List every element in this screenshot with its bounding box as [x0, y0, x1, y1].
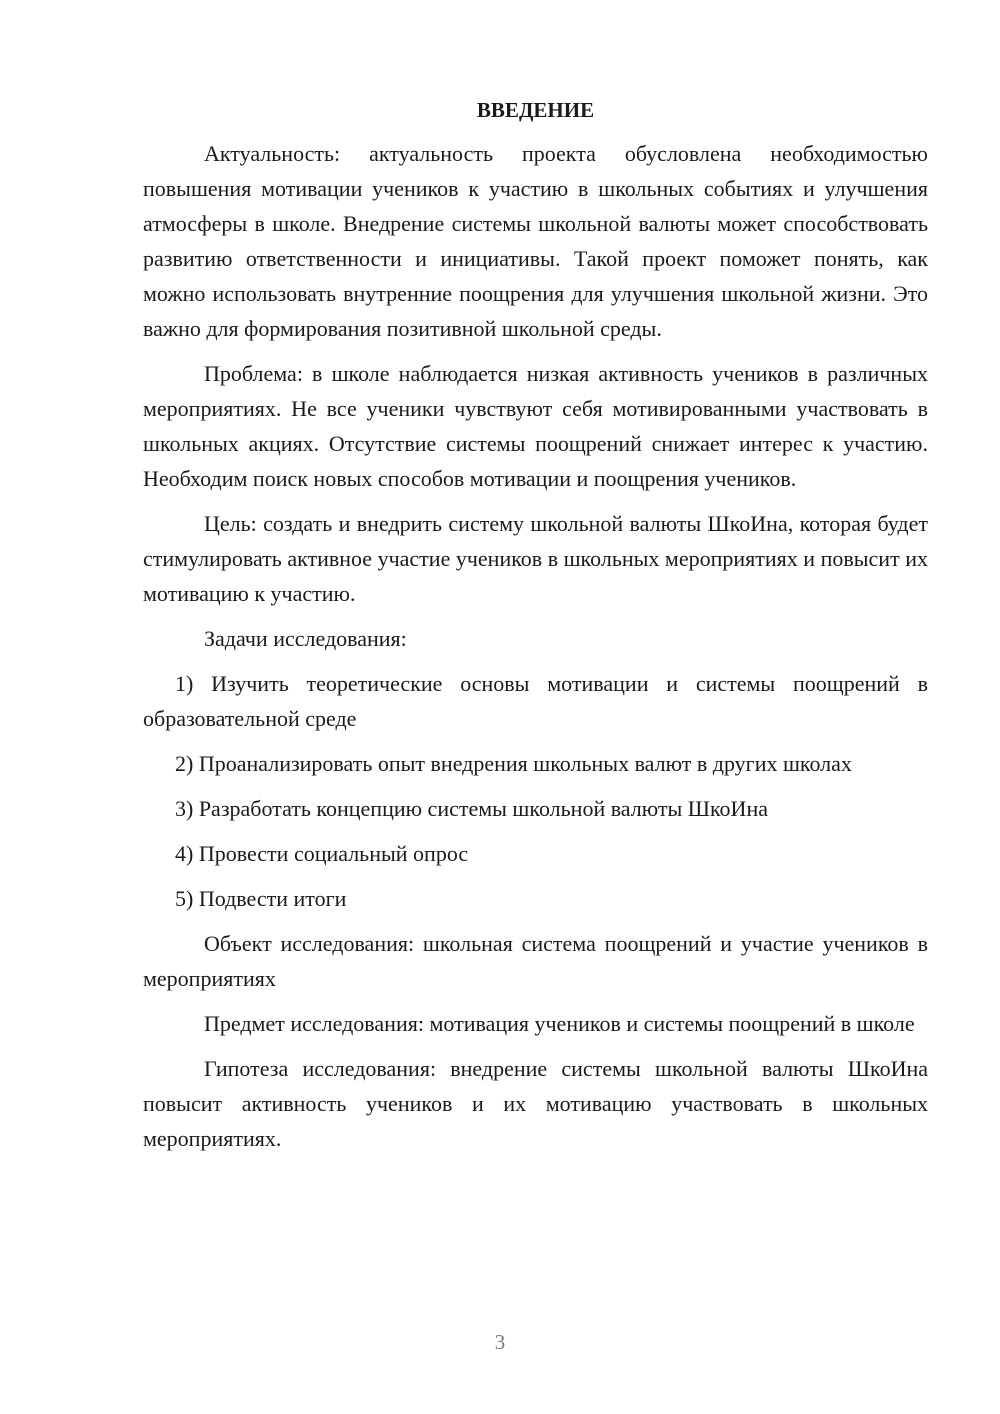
- task-item-2: 2) Проанализировать опыт внедрения школьных валют в других школах: [175, 751, 852, 776]
- tasks-heading: Задачи исследования:: [204, 626, 407, 651]
- paragraph-problem: Проблема: в школе наблюдается низкая активность учеников в различных мероприятиях. Не все ученики чувствуют себя мотивированными участвовать в школьных акциях. Отсутствие системы поощрений снижает интерес к участию. Необходим поиск новых способов мотивации и поощрения учеников.: [143, 361, 928, 491]
- paragraph-subject: Предмет исследования: мотивация учеников и системы поощрений в школе: [204, 1011, 915, 1036]
- paragraph-relevance: Актуальность: актуальность проекта обусловлена необходимостью повышения мотивации учеников к участию в школьных событиях и улучшения атмосферы в школе. Внедрение системы школьной валюты может способствовать развитию ответственности и инициативы. Такой проект поможет понять, как можно использовать внутренние поощрения для улучшения школьной жизни. Это важно для формирования позитивной школьной среды.: [143, 141, 928, 341]
- section-title: ВВЕДЕНИЕ: [476, 98, 595, 122]
- document-page: [143, 93, 928, 1166]
- paragraph-hypothesis: Гипотеза исследования: внедрение системы школьной валюты ШкоИна повысит активность учеников и их мотивацию участвовать в школьных мероприятиях.: [143, 1056, 928, 1151]
- paragraph-goal: Цель: создать и внедрить систему школьной валюты ШкоИна, которая будет стимулировать активное участие учеников в школьных мероприятиях и повысит их мотивацию к участию.: [143, 511, 928, 606]
- task-item-3: 3) Разработать концепцию системы школьной валюты ШкоИна: [175, 796, 768, 821]
- task-item-1: 1) Изучить теоретические основы мотивации и системы поощрений в образовательной среде: [143, 671, 928, 731]
- task-item-5: 5) Подвести итоги: [175, 886, 347, 911]
- paragraph-object: Объект исследования: школьная система поощрений и участие учеников в мероприятиях: [143, 931, 928, 991]
- page-number: 3: [494, 1330, 506, 1354]
- task-item-4: 4) Провести социальный опрос: [175, 841, 469, 866]
